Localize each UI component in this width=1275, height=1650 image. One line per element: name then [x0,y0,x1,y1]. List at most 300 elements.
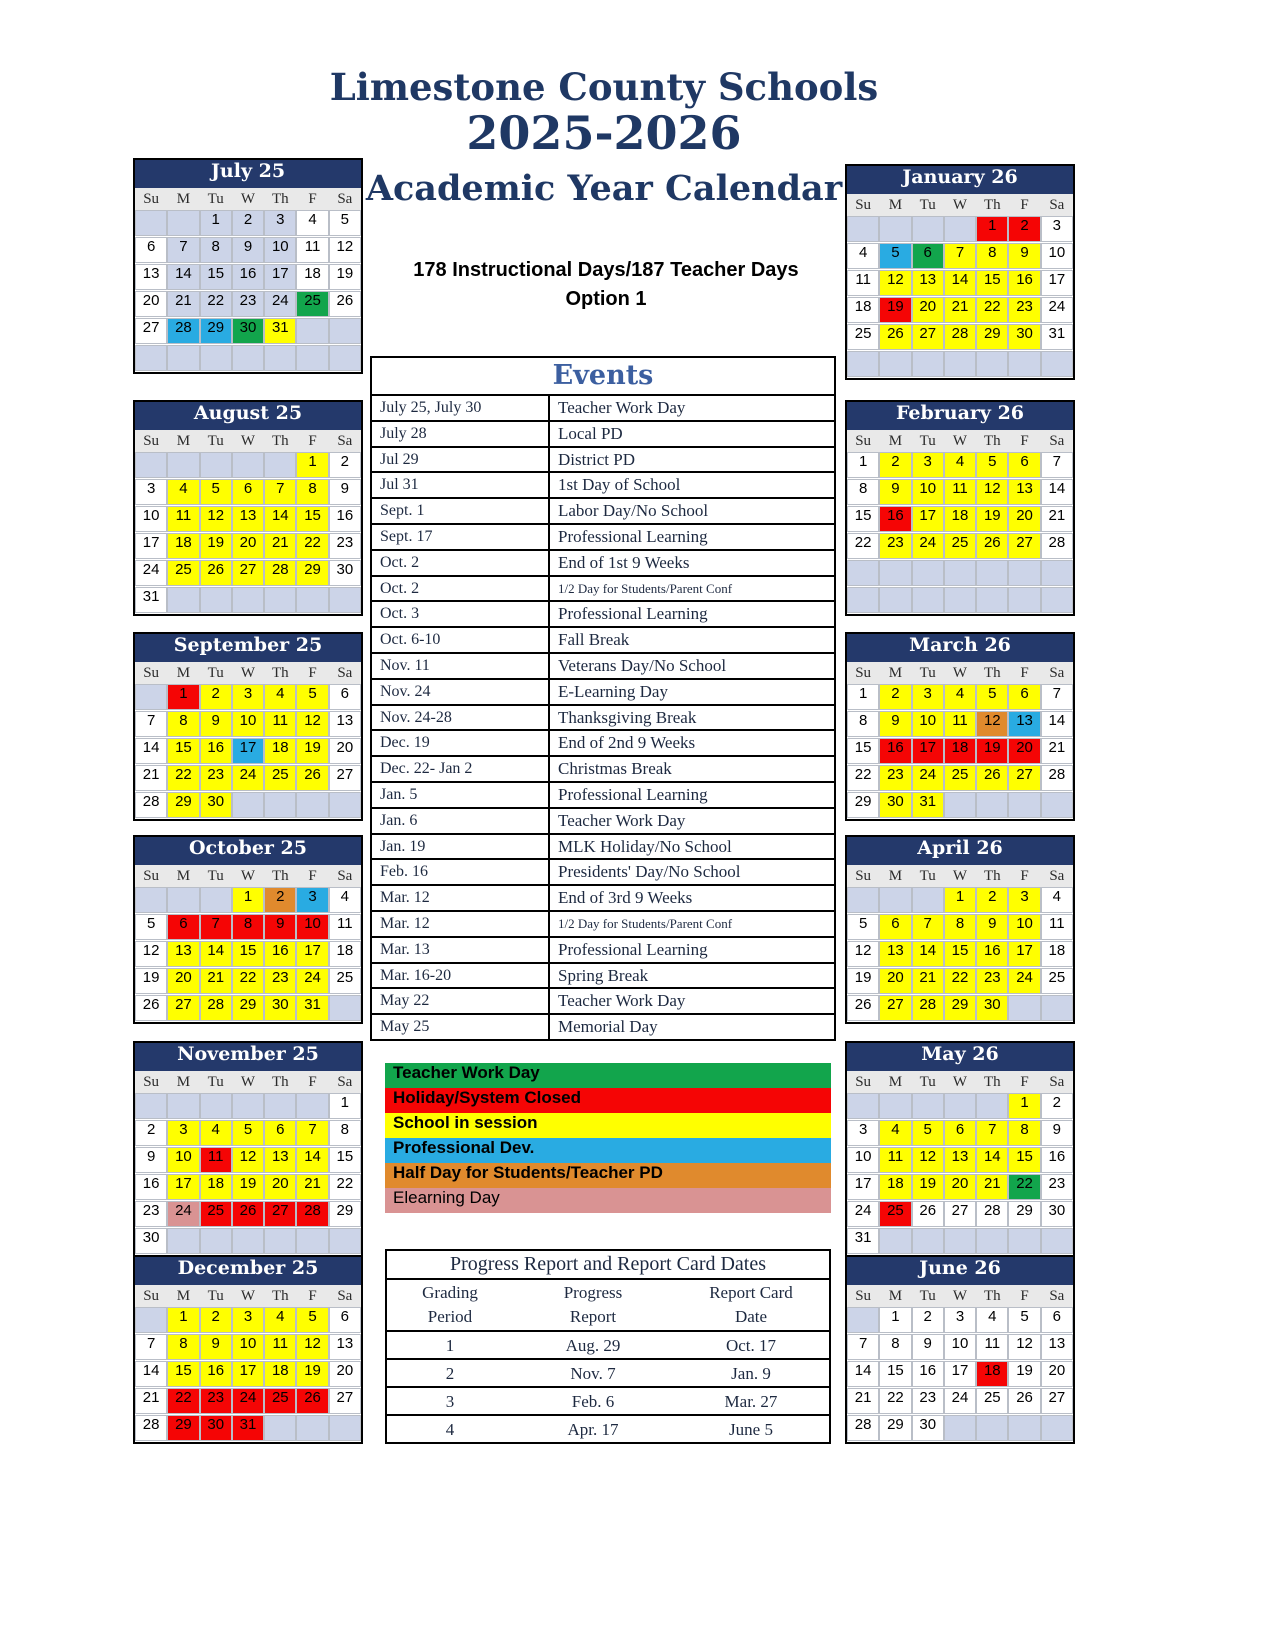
calendar-day-cell: 1 [232,887,264,913]
calendar-day-cell: 24 [135,560,167,586]
calendar-day-cell: 5 [296,684,328,710]
calendar-day-cell: 6 [1008,452,1040,478]
calendar-day-cell: 6 [1008,684,1040,710]
progress-cell: 1 [445,1336,455,1355]
calendar-day-cell: 28 [912,995,944,1021]
weekday-label: Tu [207,191,224,207]
event-row [372,420,834,446]
calendar-day-cell: 7 [944,243,976,269]
calendar-day-cell: 15 [329,1147,361,1173]
calendar-empty-cell [167,887,199,913]
calendar-day-cell: 30 [1008,324,1040,350]
month-title: July 25 [135,160,361,188]
calendar-empty-cell [912,351,944,377]
instructional-days-text: 178 Instructional Days/187 Teacher Days [413,259,799,281]
calendar-day-cell: 3 [167,1120,199,1146]
calendar-day-cell: 21 [1041,506,1073,532]
calendar-day-cell: 23 [879,765,911,791]
weekday-label: Tu [919,433,936,449]
event-description: Christmas Break [548,757,834,781]
weekday-label: Tu [919,197,936,213]
calendar-day-cell: 29 [167,792,199,818]
calendar-day-cell: 22 [200,291,232,317]
events-panel [370,356,836,1041]
calendar-empty-cell [1008,587,1040,613]
event-description: Veterans Day/No School [548,654,834,678]
event-description: MLK Holiday/No School [548,835,834,859]
calendar-day-cell: 18 [944,506,976,532]
calendar-day-cell: 12 [976,479,1008,505]
calendar-day-cell: 10 [912,711,944,737]
calendar-day-cell: 3 [912,452,944,478]
calendar-day-cell: 31 [912,792,944,818]
calendar-empty-cell [232,345,264,371]
weekday-label: F [1020,1288,1029,1304]
weekday-header-row [847,1071,1073,1093]
calendar-day-cell: 27 [167,995,199,1021]
calendar-empty-cell [200,345,232,371]
calendar-day-cell: 30 [135,1228,167,1254]
calendar-empty-cell [879,1093,911,1119]
event-description: 1/2 Day for Students/Parent Conf [548,577,834,601]
event-date: Oct. 3 [380,605,420,623]
calendar-day-cell: 30 [200,1415,232,1441]
calendar-day-cell: 6 [329,684,361,710]
calendar-empty-cell [296,587,328,613]
calendar-day-cell: 5 [1008,1307,1040,1333]
calendar-day-cell: 13 [1041,1334,1073,1360]
calendar-day-cell: 1 [329,1093,361,1119]
event-row [372,910,834,936]
calendar-day-cell: 15 [1008,1147,1040,1173]
calendar-day-cell: 9 [200,711,232,737]
event-description: 1st Day of School [548,473,834,497]
calendar-day-cell: 6 [1041,1307,1073,1333]
calendar-day-cell: 25 [1041,968,1073,994]
calendar-day-cell: 28 [264,560,296,586]
calendar-day-cell: 19 [296,738,328,764]
event-date: Oct. 2 [380,553,420,571]
progress-cell: 2 [445,1364,455,1383]
calendar-day-cell: 25 [296,291,328,317]
calendar-day-cell: 19 [329,264,361,290]
calendar-day-cell: 18 [200,1174,232,1200]
weekday-label: Su [143,191,160,207]
calendar-empty-cell [879,351,911,377]
calendar-day-cell: 20 [1008,506,1040,532]
legend-item: Half Day for Students/Teacher PD [385,1163,831,1188]
event-row [372,549,834,575]
calendar-day-cell: 31 [264,318,296,344]
calendar-day-cell: 22 [167,1388,199,1414]
weekday-label: Sa [1049,665,1065,681]
calendar-day-cell: 12 [232,1147,264,1173]
calendar-day-cell: 19 [135,968,167,994]
events-title: Events [552,360,654,391]
school-year: 2025-2026 [466,106,742,160]
calendar-day-cell: 11 [847,270,879,296]
calendar-day-cell: 29 [879,1415,911,1441]
calendar-day-cell: 3 [944,1307,976,1333]
calendar-empty-cell [912,216,944,242]
calendar-day-cell: 22 [232,968,264,994]
calendar-empty-cell [296,1228,328,1254]
calendar-empty-cell [200,1228,232,1254]
calendar-day-cell: 4 [847,243,879,269]
calendar-empty-cell [1008,351,1040,377]
event-row [372,833,834,859]
month-grid [847,216,1073,378]
weekday-label: Tu [919,868,936,884]
calendar-day-cell: 9 [232,237,264,263]
calendar-day-cell: 10 [135,506,167,532]
event-description: Professional Learning [548,525,834,549]
calendar-day-cell: 9 [329,479,361,505]
calendar-day-cell: 18 [167,533,199,559]
month-title: November 25 [135,1043,361,1071]
calendar-day-cell: 3 [135,479,167,505]
calendar-day-cell: 22 [1008,1174,1040,1200]
progress-cell: Mar. 27 [724,1392,778,1411]
calendar-day-cell: 9 [879,479,911,505]
event-description: Teacher Work Day [548,809,834,833]
calendar-day-cell: 26 [329,291,361,317]
calendar-day-cell: 8 [167,711,199,737]
event-description: Professional Learning [548,783,834,807]
weekday-label: Sa [337,1074,353,1090]
calendar-day-cell: 4 [879,1120,911,1146]
calendar-empty-cell [912,587,944,613]
weekday-label: W [952,1288,968,1304]
weekday-label: M [888,665,903,681]
calendar-day-cell: 21 [296,1174,328,1200]
weekday-label: W [240,191,256,207]
calendar-day-cell: 1 [167,1307,199,1333]
calendar-empty-cell [264,1415,296,1441]
progress-cell: 3 [445,1392,455,1411]
progress-table-title: Progress Report and Report Card Dates [449,1253,767,1275]
calendar-day-cell: 17 [135,533,167,559]
calendar-empty-cell [135,452,167,478]
calendar-empty-cell [1008,792,1040,818]
calendar-day-cell: 16 [264,941,296,967]
calendar-day-cell: 24 [1041,297,1073,323]
weekday-header-row [847,1285,1073,1307]
calendar-empty-cell [944,1228,976,1254]
progress-cell: June 5 [729,1420,773,1439]
calendar-day-cell: 19 [976,738,1008,764]
event-description: Teacher Work Day [548,396,834,420]
calendar-day-cell: 27 [879,995,911,1021]
calendar-day-cell: 27 [1008,765,1040,791]
event-description: Local PD [548,422,834,446]
calendar-empty-cell [135,1307,167,1333]
event-description: End of 3rd 9 Weeks [548,886,834,910]
calendar-empty-cell [847,351,879,377]
calendar-empty-cell [232,1228,264,1254]
calendar-day-cell: 20 [879,968,911,994]
weekday-label: Sa [337,433,353,449]
calendar-day-cell: 3 [1008,887,1040,913]
calendar-day-cell: 5 [296,1307,328,1333]
calendar-day-cell: 31 [296,995,328,1021]
event-date: Oct. 6-10 [380,631,441,649]
event-row [372,781,834,807]
calendar-day-cell: 19 [847,968,879,994]
calendar-day-cell: 8 [1008,1120,1040,1146]
calendar-day-cell: 3 [847,1120,879,1146]
calendar-day-cell: 17 [944,1361,976,1387]
calendar-day-cell: 6 [135,237,167,263]
calendar-day-cell: 11 [296,237,328,263]
calendar-empty-cell [329,1228,361,1254]
event-date: Oct. 2 [380,579,420,597]
month-calendar-july-25 [133,158,363,374]
calendar-empty-cell [1008,1228,1040,1254]
weekday-label: W [240,868,256,884]
calendar-day-cell: 30 [200,792,232,818]
calendar-day-cell: 28 [135,1415,167,1441]
progress-row [387,1414,829,1442]
weekday-label: M [888,1288,903,1304]
calendar-empty-cell [329,318,361,344]
weekday-label: F [1020,197,1029,213]
calendar-day-cell: 24 [264,291,296,317]
weekday-label: Tu [919,665,936,681]
weekday-label: Th [983,197,1001,213]
calendar-day-cell: 24 [847,1201,879,1227]
calendar-empty-cell [1041,792,1073,818]
calendar-empty-cell [1041,995,1073,1021]
calendar-empty-cell [1041,1415,1073,1441]
calendar-day-cell: 14 [912,941,944,967]
calendar-day-cell: 28 [1041,765,1073,791]
calendar-day-cell: 18 [264,1361,296,1387]
calendar-day-cell: 29 [847,792,879,818]
event-date: Mar. 13 [380,940,430,958]
calendar-day-cell: 23 [200,765,232,791]
weekday-label: W [952,868,968,884]
calendar-day-cell: 17 [296,941,328,967]
event-date: May 22 [380,992,430,1010]
calendar-day-cell: 12 [296,1334,328,1360]
calendar-day-cell: 28 [135,792,167,818]
calendar-empty-cell [847,216,879,242]
calendar-empty-cell [232,452,264,478]
calendar-day-cell: 12 [976,711,1008,737]
progress-cell: Feb. 6 [571,1392,615,1411]
weekday-header-row [135,430,361,452]
calendar-day-cell: 22 [167,765,199,791]
month-grid [847,684,1073,819]
event-row [372,962,834,988]
weekday-label: M [176,665,191,681]
calendar-day-cell: 14 [976,1147,1008,1173]
calendar-day-cell: 7 [135,1334,167,1360]
calendar-empty-cell [847,560,879,586]
calendar-day-cell: 8 [879,1334,911,1360]
calendar-empty-cell [200,587,232,613]
calendar-day-cell: 6 [232,479,264,505]
calendar-day-cell: 16 [232,264,264,290]
calendar-day-cell: 23 [329,533,361,559]
legend-item: Holiday/System Closed [385,1088,831,1113]
calendar-empty-cell [167,345,199,371]
weekday-label: Su [143,868,160,884]
calendar-empty-cell [135,684,167,710]
calendar-day-cell: 9 [1008,243,1040,269]
event-row [372,394,834,420]
progress-table-rows [387,1330,829,1442]
calendar-day-cell: 18 [847,297,879,323]
calendar-day-cell: 4 [976,1307,1008,1333]
calendar-empty-cell [879,216,911,242]
weekday-label: Sa [1049,1288,1065,1304]
month-calendar-april-26 [845,835,1075,1024]
calendar-day-cell: 2 [200,1307,232,1333]
calendar-day-cell: 27 [944,1201,976,1227]
calendar-day-cell: 8 [847,479,879,505]
calendar-day-cell: 20 [1041,1361,1073,1387]
calendar-day-cell: 22 [879,1388,911,1414]
calendar-day-cell: 24 [944,1388,976,1414]
event-description: District PD [548,448,834,472]
event-row [372,884,834,910]
calendar-day-cell: 21 [847,1388,879,1414]
calendar-day-cell: 22 [296,533,328,559]
calendar-day-cell: 24 [232,1388,264,1414]
calendar-day-cell: 20 [135,291,167,317]
weekday-label: Th [271,191,289,207]
calendar-day-cell: 2 [1008,216,1040,242]
weekday-label: Th [983,1288,1001,1304]
event-row [372,523,834,549]
weekday-label: Sa [1049,433,1065,449]
event-row [372,704,834,730]
weekday-label: Su [855,433,872,449]
calendar-empty-cell [976,1415,1008,1441]
calendar-empty-cell [296,1415,328,1441]
calendar-day-cell: 8 [296,479,328,505]
weekday-label: F [1020,1074,1029,1090]
calendar-empty-cell [879,587,911,613]
event-date: Jan. 19 [380,837,426,855]
calendar-day-cell: 4 [264,1307,296,1333]
calendar-day-cell: 16 [976,941,1008,967]
calendar-day-cell: 5 [847,914,879,940]
legend-item: School in session [385,1113,831,1138]
weekday-header-row [135,1285,361,1307]
month-grid [135,1307,361,1442]
calendar-day-cell: 14 [1041,711,1073,737]
event-description: 1/2 Day for Students/Parent Conf [548,912,834,936]
calendar-day-cell: 9 [1041,1120,1073,1146]
calendar-day-cell: 3 [232,1307,264,1333]
calendar-day-cell: 22 [976,297,1008,323]
weekday-label: Th [271,1074,289,1090]
month-calendar-march-26 [845,632,1075,821]
calendar-day-cell: 26 [976,765,1008,791]
month-grid [135,887,361,1022]
calendar-day-cell: 27 [135,318,167,344]
event-description: Fall Break [548,628,834,652]
weekday-label: Sa [1049,868,1065,884]
calendar-day-cell: 18 [944,738,976,764]
calendar-empty-cell [264,1093,296,1119]
calendar-empty-cell [296,792,328,818]
calendar-empty-cell [1041,560,1073,586]
month-title: February 26 [847,402,1073,430]
progress-table-header [387,1278,829,1330]
calendar-empty-cell [296,318,328,344]
calendar-day-cell: 12 [912,1147,944,1173]
calendar-day-cell: 25 [847,324,879,350]
weekday-label: W [952,1074,968,1090]
calendar-day-cell: 27 [1008,533,1040,559]
calendar-day-cell: 27 [329,1388,361,1414]
weekday-label: Sa [337,1288,353,1304]
calendar-day-cell: 26 [847,995,879,1021]
event-row [372,678,834,704]
calendar-day-cell: 12 [329,237,361,263]
event-description: End of 1st 9 Weeks [548,551,834,575]
weekday-label: M [176,1074,191,1090]
calendar-day-cell: 15 [847,738,879,764]
weekday-label: Su [855,868,872,884]
event-date: Mar. 12 [380,914,430,932]
calendar-day-cell: 16 [1008,270,1040,296]
weekday-label: Tu [207,665,224,681]
month-title: August 25 [135,402,361,430]
calendar-day-cell: 31 [135,587,167,613]
calendar-day-cell: 7 [200,914,232,940]
progress-cell: Jan. 9 [731,1364,771,1383]
calendar-day-cell: 29 [1008,1201,1040,1227]
calendar-day-cell: 2 [912,1307,944,1333]
weekday-label: Su [143,1074,160,1090]
event-date: Jul 31 [380,476,419,494]
weekday-label: Tu [919,1074,936,1090]
calendar-day-cell: 7 [912,914,944,940]
calendar-empty-cell [135,345,167,371]
calendar-day-cell: 19 [912,1174,944,1200]
calendar-day-cell: 23 [200,1388,232,1414]
calendar-day-cell: 17 [232,738,264,764]
calendar-day-cell: 23 [232,291,264,317]
weekday-label: Sa [1049,197,1065,213]
weekday-label: M [176,868,191,884]
event-date: Nov. 11 [380,656,430,674]
event-row [372,755,834,781]
weekday-label: F [308,665,317,681]
weekday-label: Th [983,433,1001,449]
calendar-day-cell: 11 [976,1334,1008,1360]
calendar-day-cell: 26 [200,560,232,586]
calendar-day-cell: 13 [329,711,361,737]
calendar-day-cell: 9 [135,1147,167,1173]
weekday-header-row [847,194,1073,216]
calendar-day-cell: 6 [329,1307,361,1333]
calendar-day-cell: 3 [232,684,264,710]
month-calendar-august-25 [133,400,363,616]
calendar-day-cell: 2 [879,684,911,710]
legend-item: Teacher Work Day [385,1063,831,1088]
month-grid [847,887,1073,1022]
calendar-day-cell: 22 [329,1174,361,1200]
calendar-day-cell: 30 [232,318,264,344]
calendar-day-cell: 23 [912,1388,944,1414]
calendar-day-cell: 21 [135,765,167,791]
